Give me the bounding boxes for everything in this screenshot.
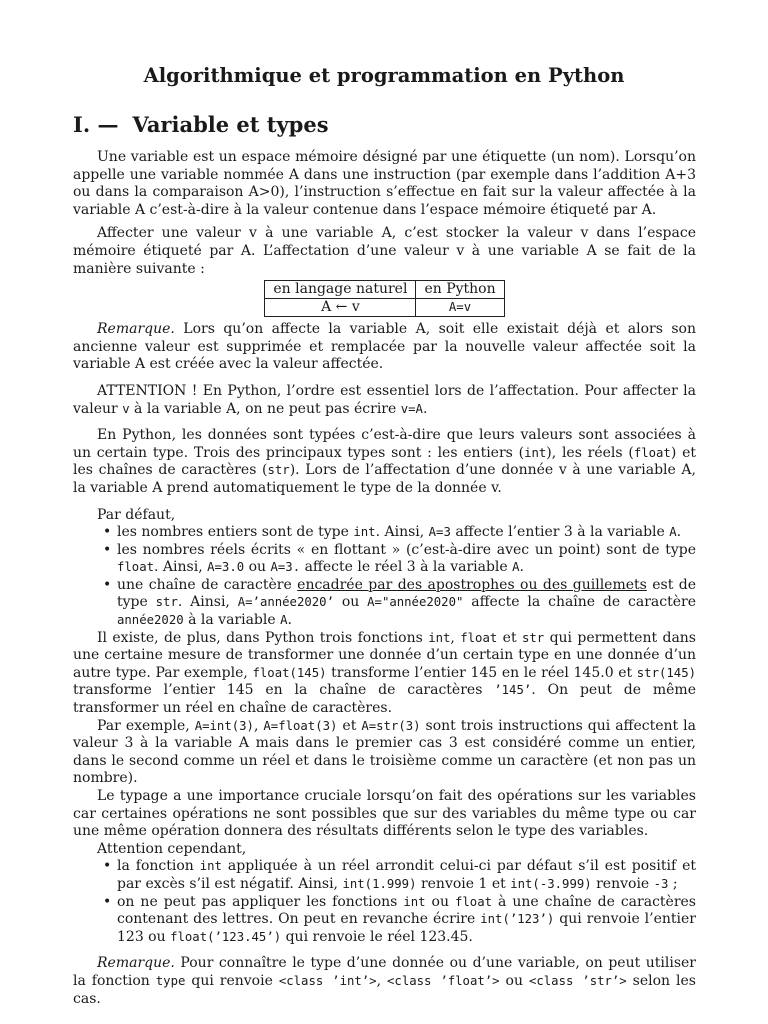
affectation-table bbox=[264, 280, 504, 317]
list-item: • une chaîne de caractère encadrée par des apostrophes ou des guillemets est de type str. Ainsi, A=’année2020’ ou A="année2020" affecte la chaîne de caractère année2020 à la variable A. bbox=[103, 576, 696, 629]
list-item: • on ne peut pas appliquer les fonctions int ou float à une chaîne de caractères contenant des lettres. On peut en revanche écrire int(’123’) qui renvoie l’entier 123 ou float(’123.45’) qui renvoie le réel 123.45. bbox=[103, 893, 696, 945]
paragraph-fonctions: Il existe, de plus, dans Python trois fonctions int, float et str qui permettent dans une certaine mesure de transformer une donnée d’un certain type en une donnée d’un autre type. Par exemple, float(145) transforme l’entier 145 en le réel 145.0 et str(145) transforme l’entier 145 en la chaîne de caractères ’145’. On peut de même transformer un réel en chaîne de caractères. bbox=[73, 629, 697, 717]
paragraph-exemple: Par exemple, A=int(3), A=float(3) et A=str(3) sont trois instructions qui affectent la valeur 3 à la variable A mais dans le premier cas 3 est considéré comme un entier, dans le second comme un réel et dans le troisième comme un caractère (et non pas un nombre). bbox=[73, 717, 696, 787]
table-cell-natural: A ← v bbox=[265, 299, 416, 317]
paragraph-typage: Le typage a une importance cruciale lorsqu’on fait des opérations sur les variables car certaines opérations ne sont possibles que sur des variables du même type ou car une même opération donnera des résultats différents selon le type des variables. bbox=[73, 788, 696, 840]
bullet-icon: • bbox=[103, 576, 112, 593]
section-heading bbox=[73, 112, 329, 137]
remarque-label: Remarque. bbox=[97, 321, 175, 338]
section-number: I. — bbox=[73, 112, 119, 137]
default-types-list bbox=[73, 524, 696, 630]
table-header-python: en Python bbox=[416, 281, 504, 299]
bullet-icon: • bbox=[103, 858, 112, 875]
paragraph-attention-cependant: Attention cependant, bbox=[97, 840, 247, 857]
bullet-icon: • bbox=[103, 541, 112, 558]
remarque-label: Remarque. bbox=[97, 955, 175, 972]
bullet-icon: • bbox=[103, 893, 112, 910]
paragraph-par-defaut: Par défaut, bbox=[97, 506, 176, 523]
table-header-natural: en langage naturel bbox=[265, 281, 416, 299]
paragraph-remarque-1: Remarque. Lors qu’on affecte la variable A, soit elle existait déjà et alors son ancienne valeur est supprimée et remplacée par la nouvelle valeur affectée soit la variable A est créée avec la valeur affectée. bbox=[73, 321, 696, 373]
section-body bbox=[73, 149, 696, 1008]
paragraph-variable-definition: Une variable est un espace mémoire désigné par une étiquette (un nom). Lorsqu’on appelle une variable nommée A dans une instruction (par exemple dans l’addition A+3 ou dans la comparaison A>0), l’instruction s’effectue en fait sur la valeur affectée à la variable A c’est-à-dire à la valeur contenue dans l’espace mémoire étiqueté par A. bbox=[73, 149, 696, 218]
paragraph-affecter: Affecter une valeur v à une variable A, c’est stocker la valeur v dans l’espace mémoire étiqueté par A. L’affectation d’une valeur v à une variable A se fait de la manière suivante : bbox=[73, 225, 696, 277]
paragraph-remarque-2: Remarque. Pour connaître le type d’une donnée ou d’une variable, on peut utiliser la fonction type qui renvoie <class ’int’>, <class ’float’> ou <class ’str’> selon les cas. bbox=[73, 955, 696, 1007]
section-title: Variable et types bbox=[132, 112, 329, 137]
caveats-list bbox=[73, 858, 696, 946]
paragraph-attention: ATTENTION ! En Python, l’ordre est essentiel lors de l’affectation. Pour affecter la valeur v à la variable A, on ne peut pas écrire v=A. bbox=[73, 382, 696, 417]
bullet-icon: • bbox=[103, 524, 112, 541]
table-cell-python: A=v bbox=[416, 299, 504, 317]
list-item: • la fonction int appliquée à un réel arrondit celui-ci par défaut s’il est positif et par excès s’il est négatif. Ainsi, int(1.999) renvoie 1 et int(-3.999) renvoie -3 ; bbox=[103, 858, 696, 892]
paragraph-types: En Python, les données sont typées c’est-à-dire que leurs valeurs sont associées à un certain type. Trois des principaux types sont : les entiers (int), les réels (float) et les chaînes de caractères (str). Lors de l’affectation d’une donnée v à une variable A, la variable A prend automatiquement le type de la donnée v. bbox=[73, 427, 696, 496]
list-item: • les nombres entiers sont de type int. Ainsi, A=3 affecte l’entier 3 à la variable A. bbox=[103, 524, 682, 541]
page-title: Algorithmique et programmation en Python bbox=[143, 64, 625, 87]
list-item: • les nombres réels écrits « en flottant » (c’est-à-dire avec un point) sont de type float. Ainsi, A=3.0 ou A=3. affecte le réel 3 à la variable A. bbox=[103, 541, 696, 576]
